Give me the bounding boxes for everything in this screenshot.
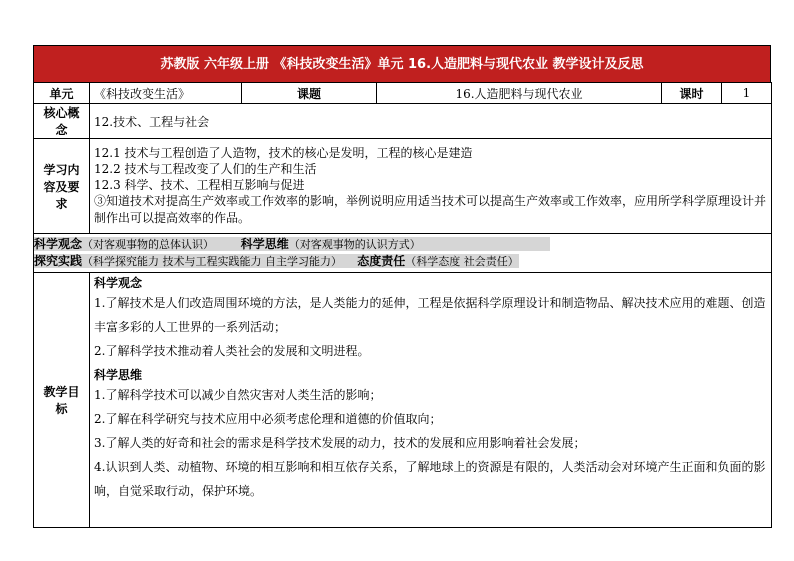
requirement-line: 12.1 技术与工程创造了人造物，技术的核心是发明，工程的核心是建造	[94, 146, 473, 160]
objective-item: 1.了解科学技术可以减少自然灾害对人类生活的影响；	[94, 388, 382, 402]
literacy-row	[34, 234, 772, 273]
core-concept-label: 核心概念	[34, 104, 90, 139]
content-requirements-label: 学习内容及要求	[34, 139, 90, 234]
objective-item: 2.了解在科学研究与技术应用中必须考虑伦理和道德的价值取向；	[94, 412, 442, 426]
core-concept-value: 12.技术、工程与社会	[90, 104, 772, 139]
objectives-row	[34, 273, 772, 528]
unit-label: 单元	[34, 83, 90, 104]
document-title-banner: 苏教版 六年级上册 《科技改变生活》单元 16.人造肥料与现代农业 教学设计及反思	[33, 45, 771, 82]
objective-section-title: 科学思维	[94, 368, 143, 382]
topic-label: 课题	[242, 83, 377, 104]
requirement-line: 12.2 技术与工程改变了人们的生产和生活	[94, 162, 317, 176]
topic-value: 16.人造肥料与现代农业	[377, 83, 662, 104]
literacy-note: （科学探究能力 技术与工程实践能力 自主学习能力）	[82, 255, 343, 268]
literacy-term: 科学观念	[34, 237, 83, 251]
literacy-highlight-2	[34, 254, 519, 268]
literacy-term: 探究实践	[34, 254, 83, 268]
literacy-note: （科学态度 社会责任）	[405, 255, 519, 268]
literacy-cell	[34, 234, 772, 273]
requirement-line: ③知道技术对提高生产效率或工作效率的影响，举例说明应用适当技术可以提高生产效率或工作效率，应用所学科学原理设计并制作出可以提高效率的作品。	[94, 194, 767, 225]
objectives-label: 教学目标	[34, 273, 90, 528]
objective-item: 1.了解技术是人们改造周围环境的方法，是人类能力的延伸，工程是依据科学原理设计和制造物品、解决技术应用的难题、创造丰富多彩的人工世界的一系列活动；	[94, 296, 766, 334]
literacy-highlight-1	[34, 237, 550, 251]
literacy-term: 态度责任	[357, 254, 406, 268]
objectives-cell	[90, 273, 772, 528]
objective-section-title: 科学观念	[94, 276, 143, 290]
literacy-line-1	[34, 236, 767, 253]
period-label: 课时	[662, 83, 722, 104]
lesson-plan-table	[33, 82, 772, 528]
content-requirements-row	[34, 139, 772, 234]
literacy-term: 科学思维	[240, 237, 289, 251]
requirement-line: 12.3 科学、技术、工程相互影响与促进	[94, 178, 305, 192]
lesson-plan-document	[33, 45, 771, 528]
literacy-note: （对客观事物的认识方式）	[288, 238, 421, 251]
period-value: 1	[722, 83, 772, 104]
unit-value: 《科技改变生活》	[90, 83, 242, 104]
literacy-line-2	[34, 253, 767, 270]
core-concept-row	[34, 104, 772, 139]
literacy-note: （对客观事物的总体认识）	[82, 238, 215, 251]
objective-item: 3.了解人类的好奇和社会的需求是科学技术发展的动力，技术的发展和应用影响着社会发展；	[94, 436, 586, 450]
header-row	[34, 83, 772, 104]
content-requirements-cell	[90, 139, 772, 234]
objective-item: 2.了解科学技术推动着人类社会的发展和文明进程。	[94, 344, 370, 358]
objective-item: 4.认识到人类、动植物、环境的相互影响和相互依存关系，了解地球上的资源是有限的，人类活动会对环境产生正面和负面的影响，自觉采取行动，保护环境。	[94, 460, 766, 498]
